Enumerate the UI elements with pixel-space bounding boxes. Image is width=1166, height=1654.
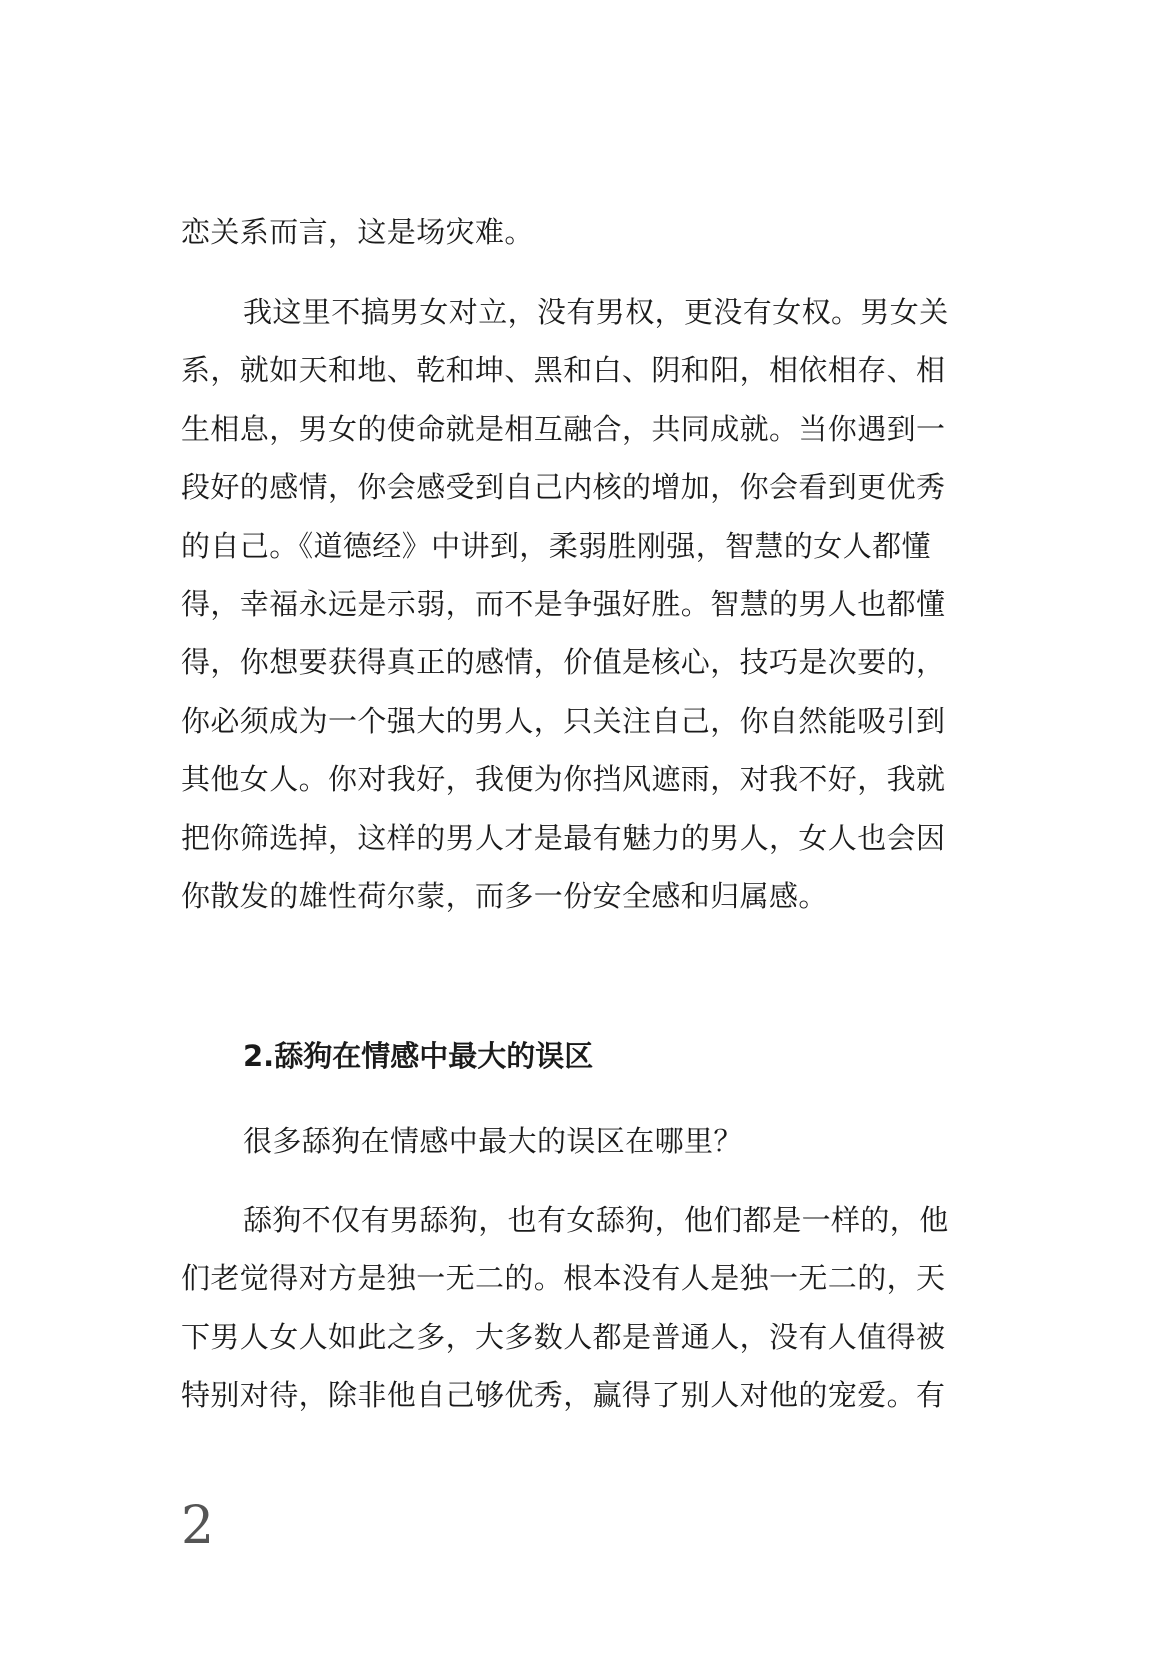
text-line: 你散发的雄性荷尔蒙，而多一份安全感和归属感。 [181, 878, 828, 913]
text-line: 很多舔狗在情感中最大的误区在哪里？ [243, 1124, 743, 1158]
text-line: 把你筛选掉，这样的男人才是最有魅力的男人，女人也会因 [181, 820, 946, 855]
page-number: 2 [181, 1496, 215, 1556]
paragraph-continuation [181, 203, 991, 261]
text-line: 你必须成为一个强大的男人，只关注自己，你自然能吸引到 [181, 703, 946, 738]
text-line: 得，幸福永远是示弱，而不是争强好胜。智慧的男人也都懂 [181, 586, 946, 621]
paragraph-misconception [181, 1191, 991, 1425]
section-heading: 2.舔狗在情感中最大的误区 [243, 1039, 594, 1073]
text-line: 系，就如天和地、乾和坤、黑和白、阴和阳，相依相存、相 [181, 353, 946, 388]
text-line: 下男人女人如此之多，大多数人都是普通人，没有人值得被 [181, 1319, 946, 1354]
text-line: 恋关系而言，这是场灾难。 [181, 215, 534, 249]
text-line: 得，你想要获得真正的感情，价值是核心，技巧是次要的， [181, 645, 946, 680]
text-line: 舔狗不仅有男舔狗，也有女舔狗，他们都是一样的，他 [243, 1203, 949, 1237]
text-line: 们老觉得对方是独一无二的。根本没有人是独一无二的，天 [181, 1261, 946, 1296]
section-question [181, 1112, 991, 1170]
text-line: 我这里不搞男女对立，没有男权，更没有女权。男女关 [243, 295, 949, 329]
text-line: 的自己。《道德经》中讲到，柔弱胜刚强，智慧的女人都懂 [181, 528, 931, 563]
text-line: 段好的感情，你会感受到自己内核的增加，你会看到更优秀 [181, 470, 946, 505]
paragraph-gender-relations [181, 283, 991, 925]
text-line: 其他女人。你对我好，我便为你挡风遮雨，对我不好，我就 [181, 762, 946, 797]
text-line: 特别对待，除非他自己够优秀，赢得了别人对他的宠爱。有 [181, 1378, 946, 1413]
text-line: 生相息，男女的使命就是相互融合，共同成就。当你遇到一 [181, 411, 946, 446]
